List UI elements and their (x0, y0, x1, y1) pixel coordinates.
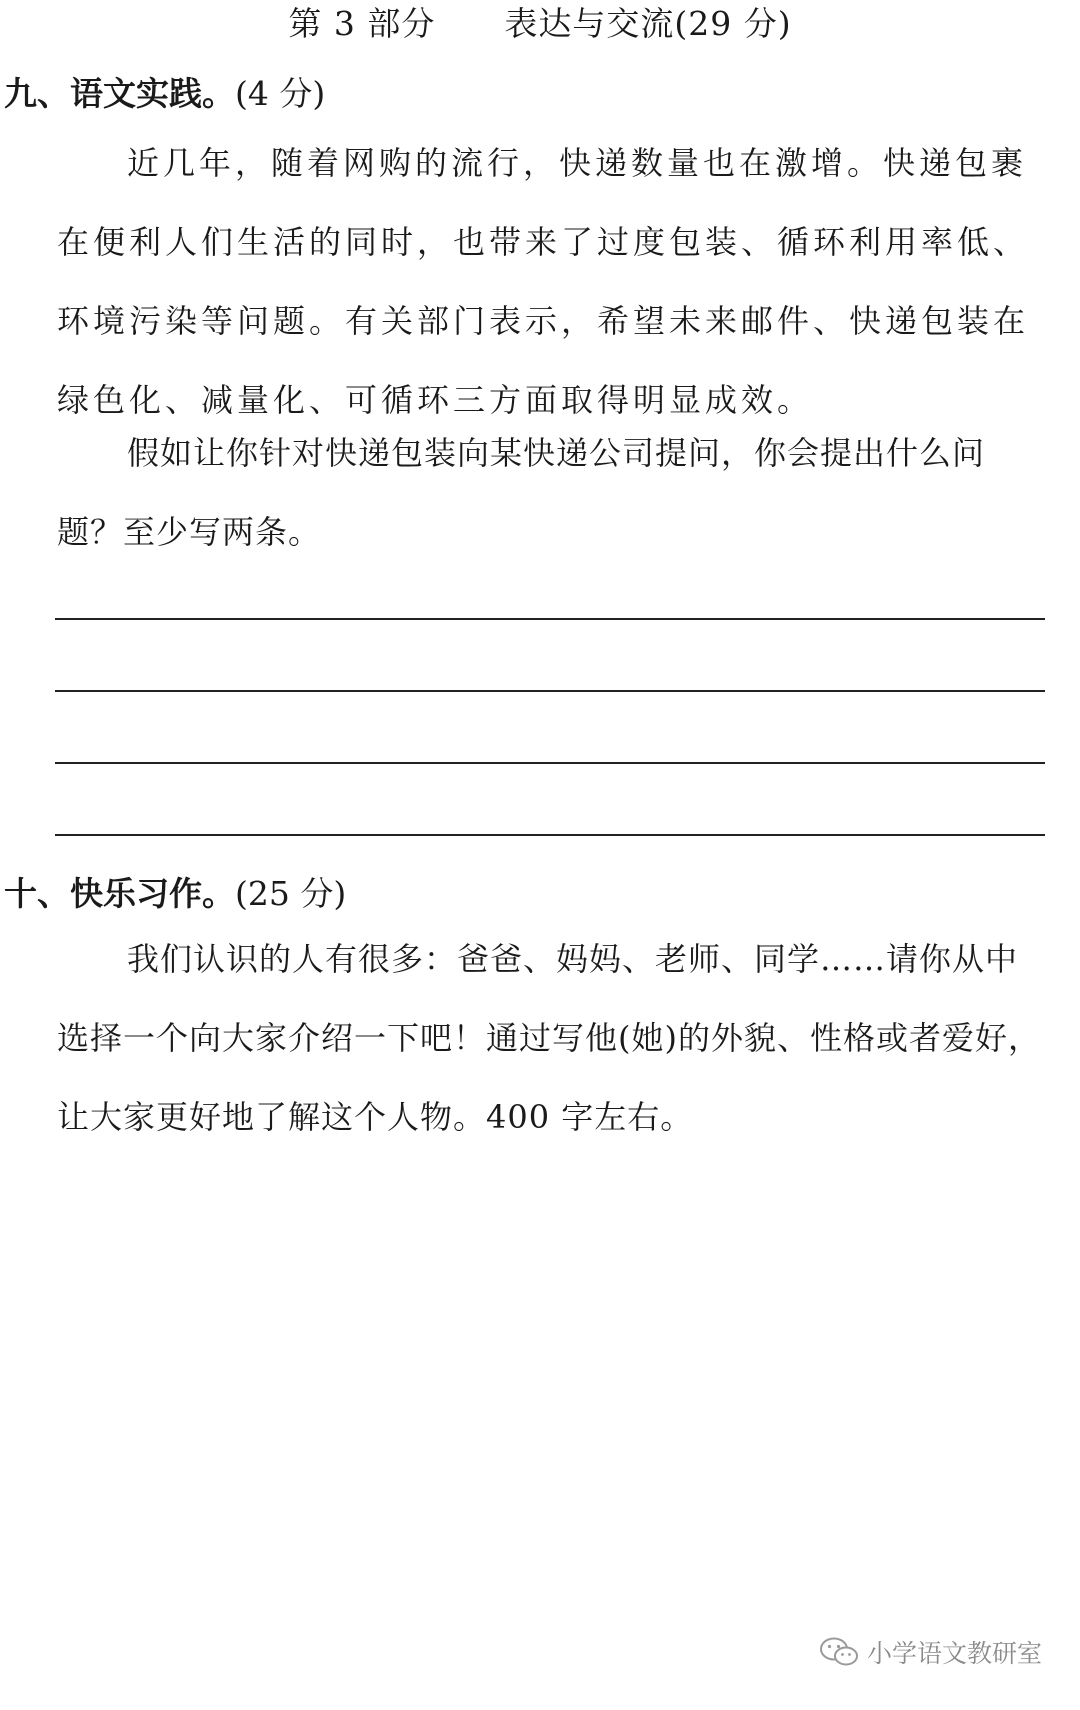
answer-line-2[interactable] (55, 690, 1045, 692)
section-9-question (57, 414, 1047, 572)
section-10-score: (25 分) (235, 874, 347, 913)
wechat-icon (819, 1636, 859, 1668)
section-10-prompt (57, 920, 1047, 1157)
answer-line-1[interactable] (55, 618, 1045, 620)
answer-line-4[interactable] (55, 834, 1045, 836)
section-9-passage-text: 近几年，随着网购的流行，快递数量也在激增。快递包裹在便利人们生活的同时，也带来了过度包装、循环利用率低、环境污染等问题。有关部门表示，希望未来邮件、快递包装在绿色化、减量化、可循环三方面取得明显成效。 (57, 144, 1030, 419)
watermark (819, 1634, 1042, 1670)
section-9-score: (4 分) (235, 74, 326, 113)
section-9-passage (57, 124, 1047, 440)
answer-line-3[interactable] (55, 762, 1045, 764)
section-10-title: 十、快乐习作。 (4, 874, 235, 913)
section-9-question-text: 假如让你针对快递包装向某快递公司提问，你会提出什么问题？至少写两条。 (57, 434, 986, 551)
section-10-prompt-text: 我们认识的人有很多：爸爸、妈妈、老师、同学……请你从中选择一个向大家介绍一下吧！通过写他(她)的外貌、性格或者爱好，让大家更好地了解这个人物。400 字左右。 (57, 940, 1041, 1136)
section-10-heading (4, 872, 346, 916)
section-9-heading (4, 72, 325, 116)
part-title: 第 3 部分 表达与交流(29 分) (288, 4, 792, 43)
watermark-text: 小学语文教研室 (866, 1639, 1042, 1668)
section-9-title: 九、语文实践。 (4, 74, 235, 113)
